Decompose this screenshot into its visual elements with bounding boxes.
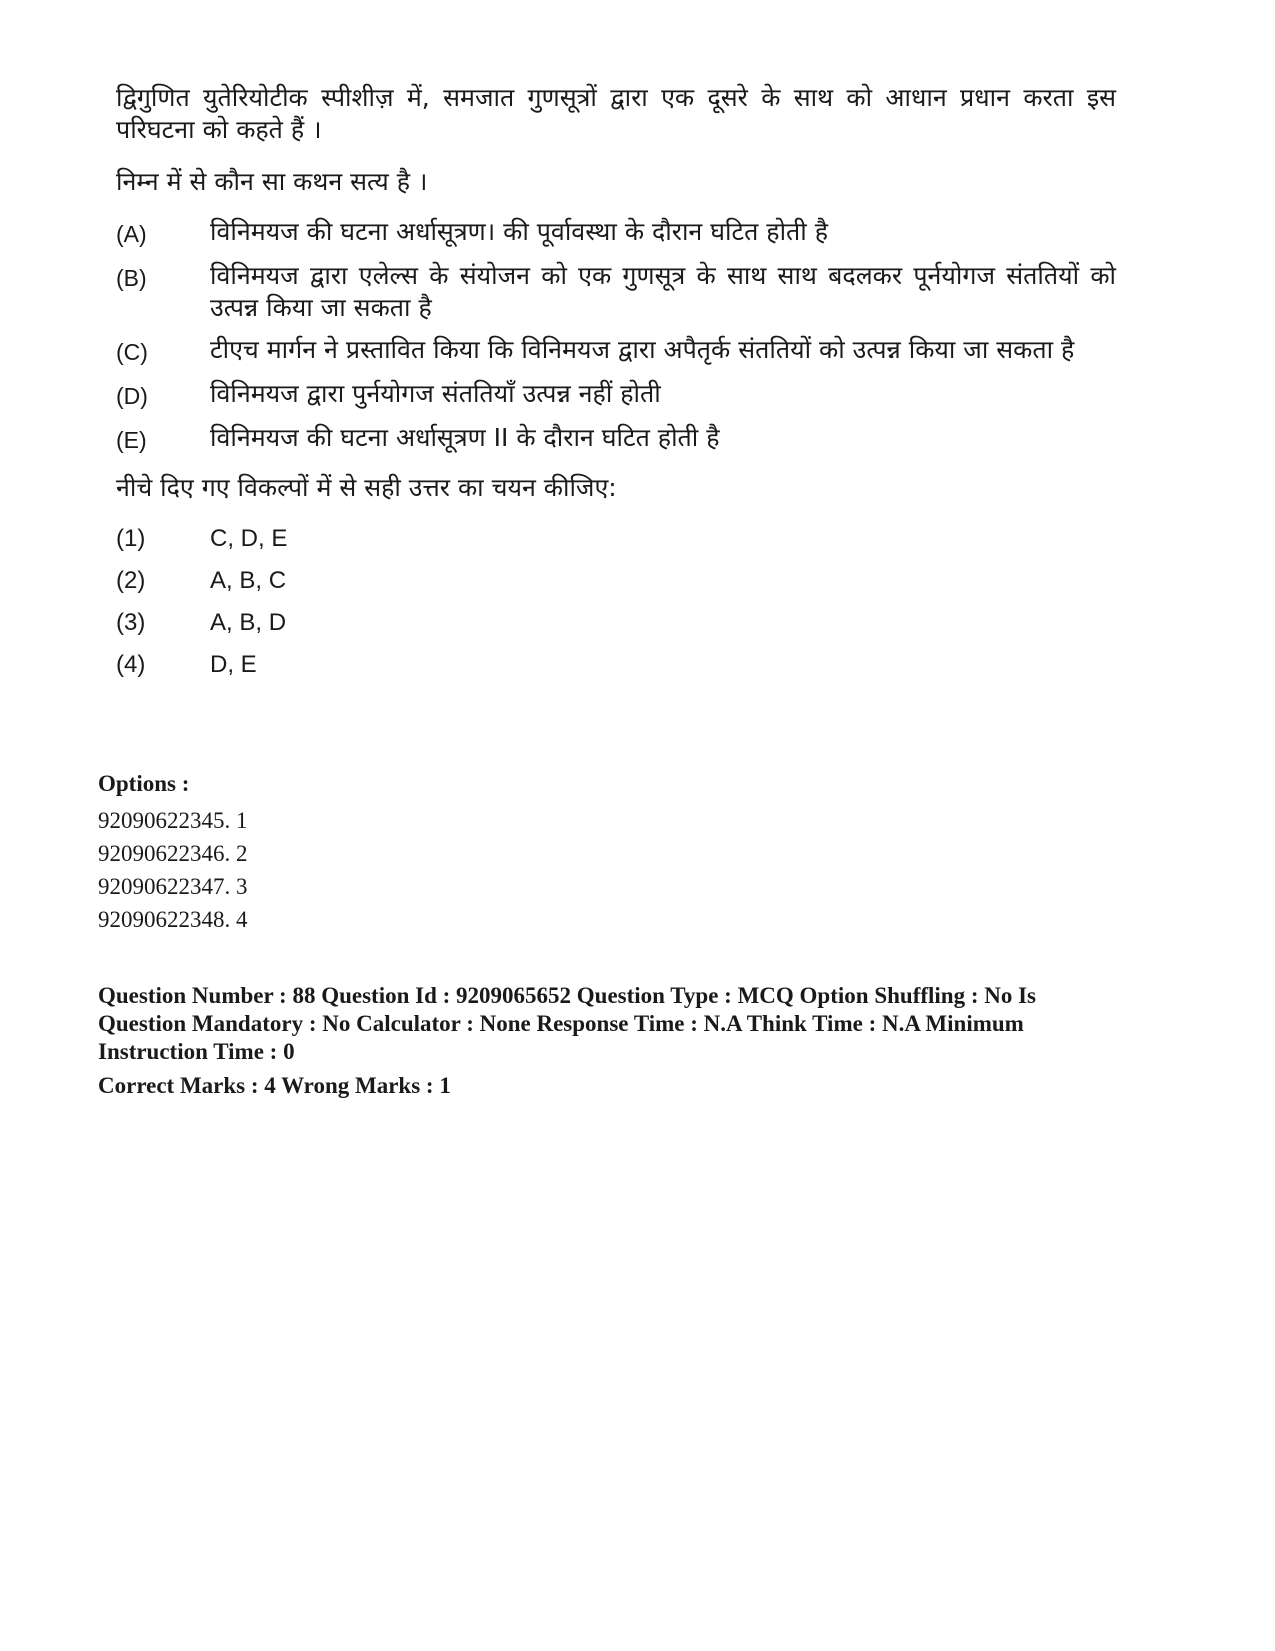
option-item: 92090622346. 2 bbox=[98, 841, 248, 866]
choice-item bbox=[116, 608, 1116, 638]
choice-item bbox=[116, 566, 1116, 596]
option-item: 92090622347. 3 bbox=[98, 874, 248, 899]
statement-item bbox=[116, 334, 1116, 368]
statement-item bbox=[116, 378, 1116, 412]
statement-item bbox=[116, 260, 1116, 324]
question-info-line: Instruction Time : 0 bbox=[98, 1039, 295, 1064]
choice-list bbox=[116, 524, 1116, 680]
choice-text: D, E bbox=[210, 651, 257, 678]
statement-label: (B) bbox=[116, 265, 147, 291]
statement-list bbox=[116, 216, 1116, 456]
choose-instruction: नीचे दिए गए विकल्पों में से सही उत्तर का चयन कीजिए: bbox=[116, 473, 617, 502]
statement-text: विनिमयज की घटना अर्धासूत्रण। की पूर्वावस्था के दौरान घटित होती है bbox=[210, 217, 828, 246]
statement-item bbox=[116, 216, 1116, 250]
choice-label: (2) bbox=[116, 567, 146, 594]
statement-item bbox=[116, 422, 1116, 456]
option-item: 92090622345. 1 bbox=[98, 808, 248, 833]
marks-info: Correct Marks : 4 Wrong Marks : 1 bbox=[98, 1073, 451, 1098]
statement-label: (E) bbox=[116, 427, 147, 453]
choice-text: A, B, C bbox=[210, 567, 287, 594]
choice-item bbox=[116, 650, 1116, 680]
question-info-line: Question Mandatory : No Calculator : None Response Time : N.A Think Time : N.A Minimum bbox=[98, 1011, 1024, 1036]
choice-item bbox=[116, 524, 1116, 554]
choice-label: (4) bbox=[116, 651, 146, 678]
statement-label: (D) bbox=[116, 383, 148, 409]
question-intro: द्विगुणित युतेरियोटीक स्पीशीज़ में, समजात गुणसूत्रों द्वारा एक दूसरे के साथ को आधान प्रधान करता इस परिघटना को कहते हैं । bbox=[116, 83, 1116, 144]
option-item: 92090622348. 4 bbox=[98, 907, 248, 932]
statement-text: टीएच मार्गन ने प्रस्तावित किया कि विनिमयज द्वारा अपैतृर्क संततियों को उत्पन्न किया जा सकता है bbox=[210, 335, 1075, 364]
choice-label: (3) bbox=[116, 609, 146, 636]
statement-label: (A) bbox=[116, 221, 147, 247]
statement-text: विनिमयज द्वारा एलेल्स के संयोजन को एक गुणसूत्र के साथ साथ बदलकर पूर्नयोगज संततियों को उत्पन्न किया जा सकता है bbox=[210, 261, 1116, 322]
question-info-line: Question Number : 88 Question Id : 9209065652 Question Type : MCQ Option Shuffling : No Is bbox=[98, 983, 1037, 1008]
choice-text: A, B, D bbox=[210, 609, 287, 636]
options-block bbox=[98, 770, 1178, 936]
question-prompt: निम्न में से कौन सा कथन सत्य है । bbox=[116, 167, 428, 196]
statement-text: विनिमयज द्वारा पुर्नयोगज संततियाँ उत्पन्न नहीं होती bbox=[210, 379, 661, 408]
question-content bbox=[116, 82, 1116, 692]
choice-text: C, D, E bbox=[210, 525, 288, 552]
options-title: Options : bbox=[98, 771, 190, 796]
statement-label: (C) bbox=[116, 339, 148, 365]
choice-label: (1) bbox=[116, 525, 146, 552]
question-info-block bbox=[98, 982, 1178, 1100]
statement-text: विनिमयज की घटना अर्धासूत्रण II के दौरान घटित होती है bbox=[210, 423, 720, 452]
